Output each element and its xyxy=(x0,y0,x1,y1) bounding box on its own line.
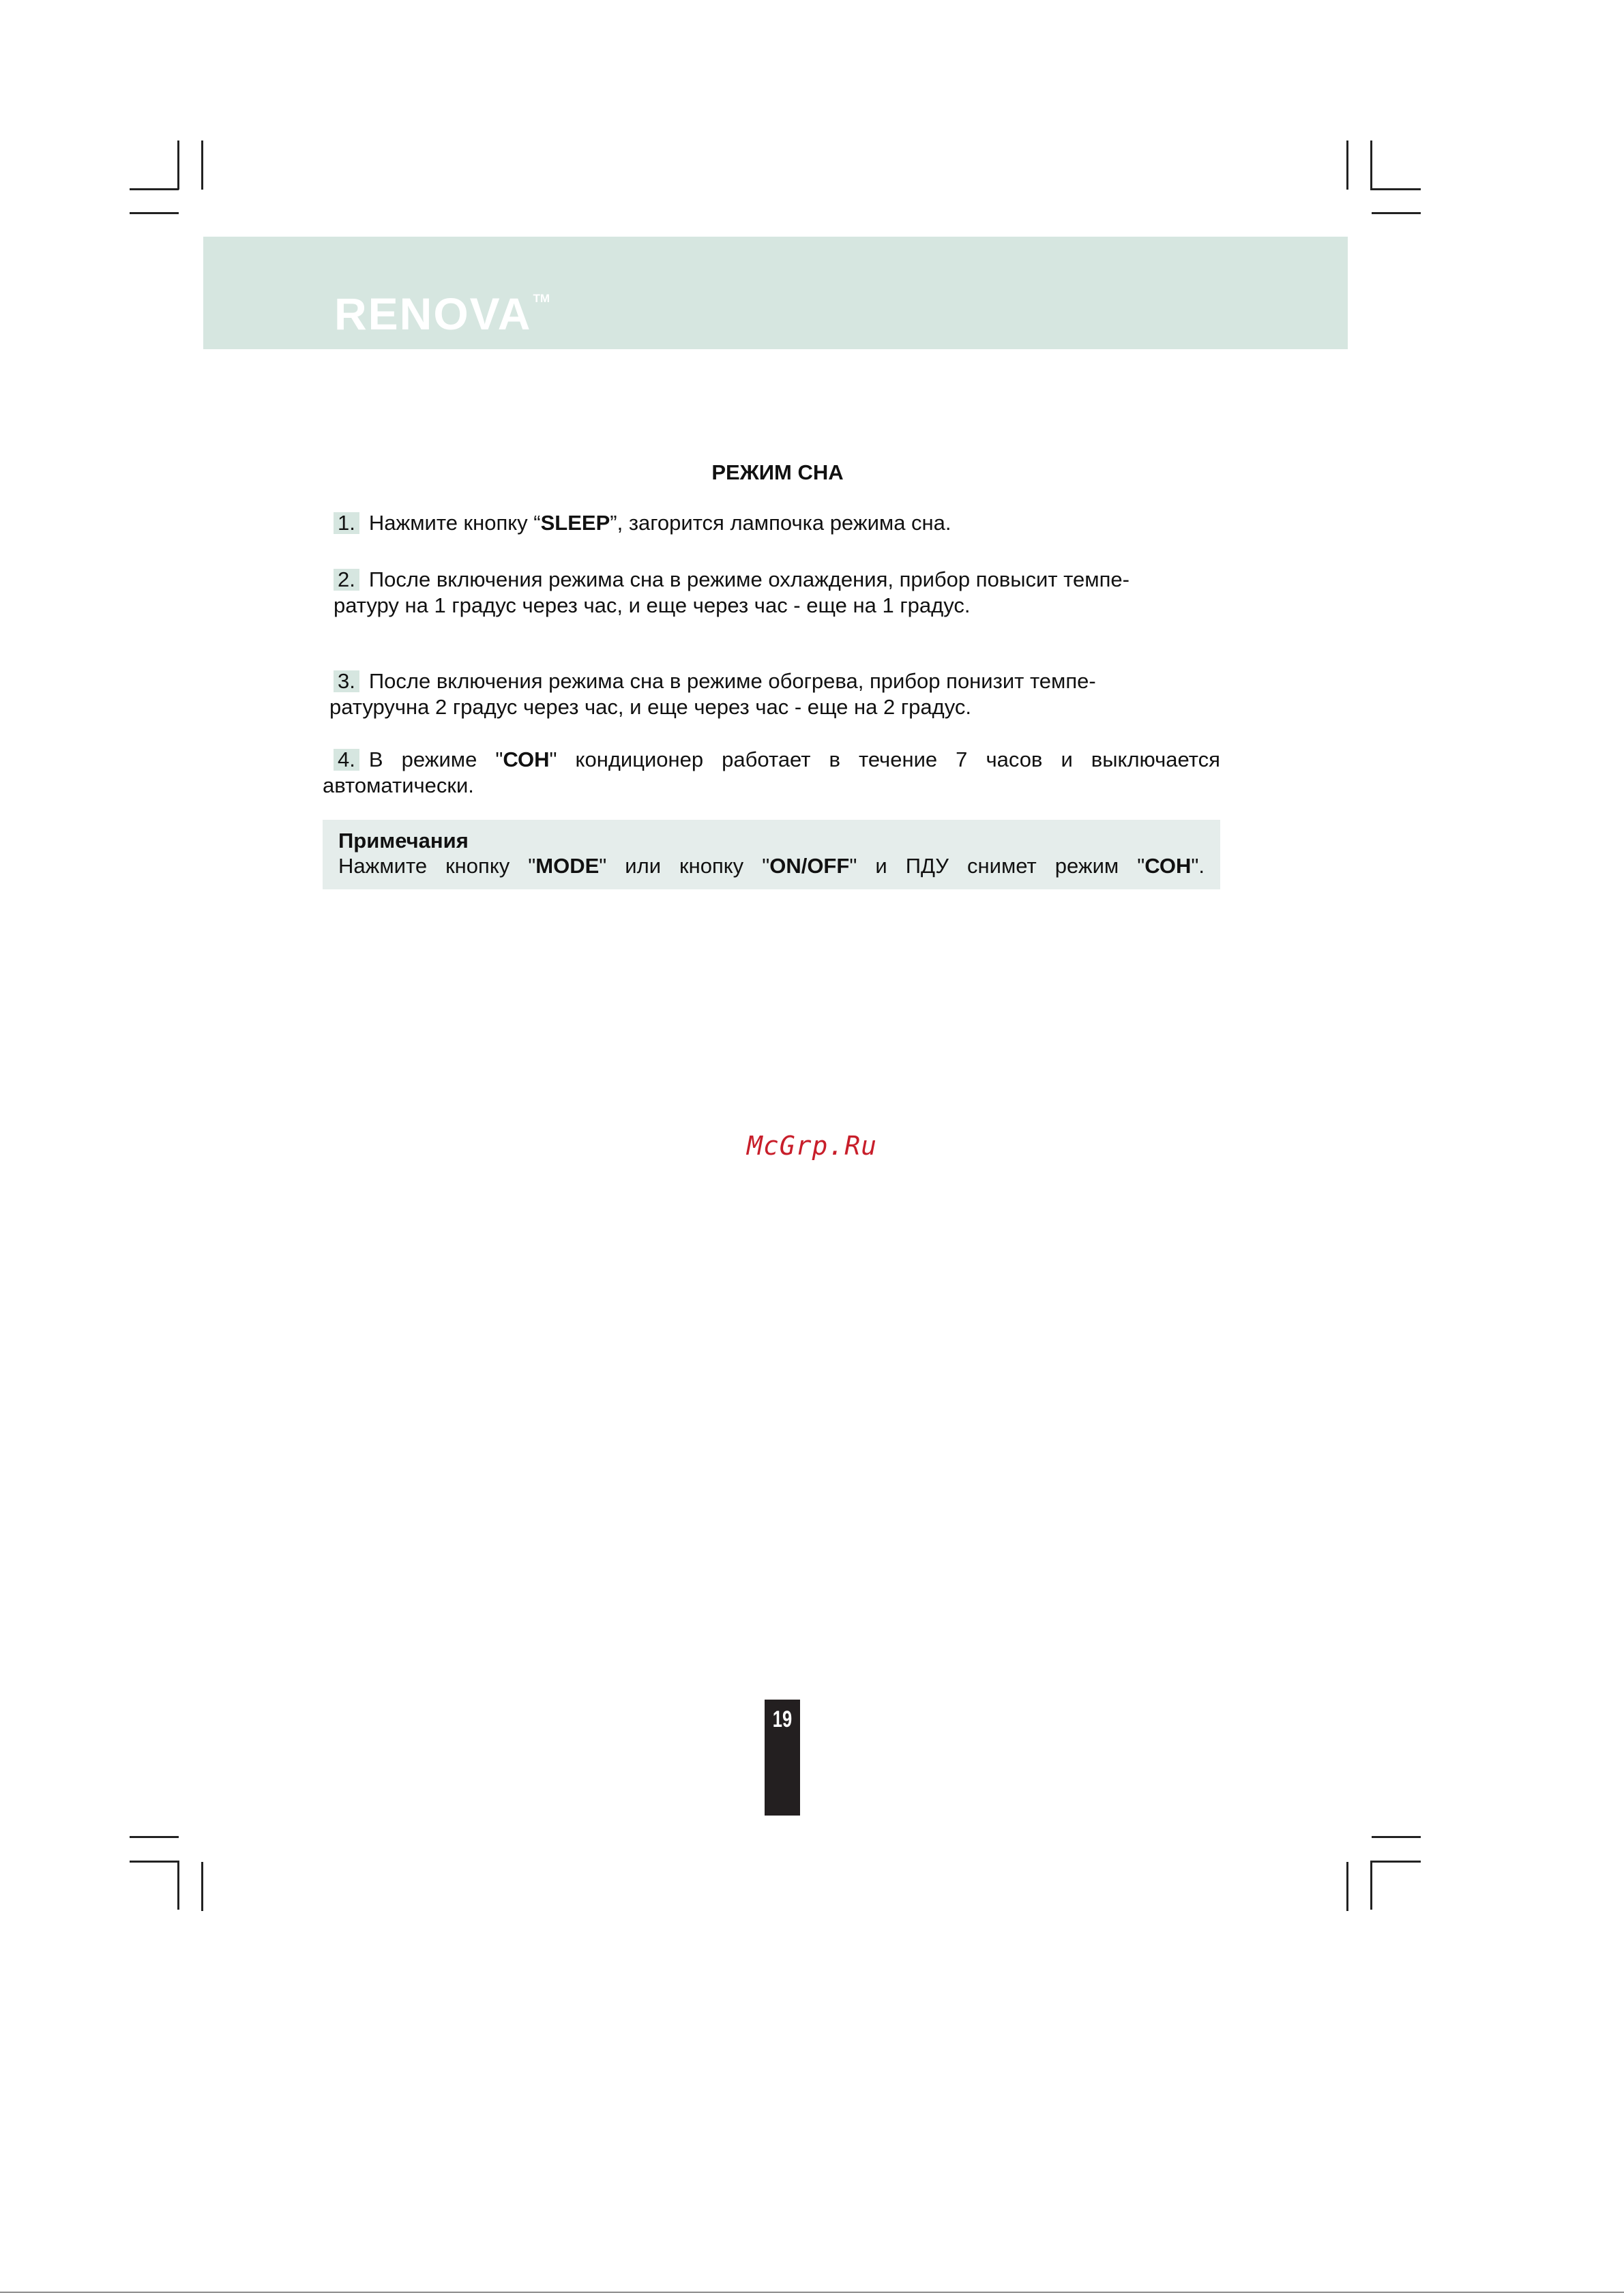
word: снимет xyxy=(967,854,1037,878)
notes-text xyxy=(338,853,1205,879)
list-item-3 xyxy=(329,668,1096,720)
item-text-pre: Нажмите кнопку “ xyxy=(368,511,541,535)
word: работает xyxy=(722,747,811,771)
word: В xyxy=(368,747,383,771)
item-number: 4. xyxy=(334,749,359,771)
item-text-post: ”, загорится лампочка режима сна. xyxy=(610,511,951,535)
crop-mark xyxy=(130,1861,179,1863)
word: 7 xyxy=(956,747,968,771)
crop-mark xyxy=(1370,140,1372,190)
item-number: 3. xyxy=(334,670,359,692)
onoff-button-label: ON/OFF xyxy=(769,854,850,878)
word: течение xyxy=(859,747,938,771)
word: или xyxy=(625,854,662,878)
word: кнопку xyxy=(445,854,510,878)
renova-logo xyxy=(334,288,550,339)
notes-title: Примечания xyxy=(338,829,469,853)
list-item-2 xyxy=(334,567,1130,619)
item-number: 2. xyxy=(334,569,359,591)
page-bottom-edge xyxy=(0,2292,1624,2293)
page-number-tab xyxy=(765,1700,800,1816)
crop-mark xyxy=(1370,188,1421,190)
quote: " xyxy=(549,747,557,771)
quote: " xyxy=(528,854,536,878)
logo-trademark: TM xyxy=(533,292,550,305)
watermark-link[interactable]: McGrp.Ru xyxy=(747,1131,878,1161)
word: выключается xyxy=(1091,747,1220,771)
crop-mark xyxy=(1370,1861,1421,1863)
word: в xyxy=(829,747,840,771)
quote: " xyxy=(762,854,770,878)
word: ПДУ xyxy=(905,854,949,878)
word: кнопку xyxy=(679,854,744,878)
list-item-1 xyxy=(334,510,951,536)
word: режим xyxy=(1054,854,1119,878)
item-line-2: ратуручна 2 градус через час, и еще через час - еще на 2 градус. xyxy=(329,695,972,719)
page-number: 19 xyxy=(772,1706,793,1732)
son-mode-label: СОН xyxy=(1145,854,1192,878)
quote: " xyxy=(495,747,503,771)
word: режиме xyxy=(401,747,477,771)
crop-mark xyxy=(1346,1862,1348,1911)
crop-mark xyxy=(1372,1836,1421,1838)
crop-mark xyxy=(130,188,179,190)
word: Нажмите xyxy=(338,854,428,878)
crop-mark xyxy=(177,1861,179,1910)
crop-mark xyxy=(201,140,203,190)
crop-mark xyxy=(201,1862,203,1911)
word: кондиционер xyxy=(575,747,704,771)
son-mode-label: СОН xyxy=(503,747,550,771)
crop-mark xyxy=(177,140,179,190)
item-line-1: После включения режима сна в режиме обогрева, прибор понизит темпе- xyxy=(368,669,1096,693)
notes-box xyxy=(323,820,1220,889)
item-line-2: автоматически. xyxy=(323,773,474,797)
logo-text: RENOVA xyxy=(334,288,532,339)
item-line-1: После включения режима сна в режиме охлаждения, прибор повысит темпе- xyxy=(368,567,1130,591)
item-line-1 xyxy=(323,747,1220,773)
crop-mark xyxy=(130,212,179,214)
quote: " xyxy=(849,854,857,878)
sleep-button-label: SLEEP xyxy=(540,511,610,535)
item-line-2: ратуру на 1 градус через час, и еще через час - еще на 1 градус. xyxy=(334,593,971,617)
list-item-4 xyxy=(323,747,1220,799)
section-title: РЕЖИМ СНА xyxy=(711,460,844,484)
quote: " xyxy=(1137,854,1145,878)
header-band xyxy=(203,237,1348,349)
word: и xyxy=(875,854,887,878)
item-number: 1. xyxy=(334,512,359,534)
crop-mark xyxy=(1372,212,1421,214)
mode-button-label: MODE xyxy=(535,854,600,878)
quote-period: ". xyxy=(1191,854,1205,878)
word: и xyxy=(1061,747,1073,771)
crop-mark xyxy=(1370,1861,1372,1910)
quote: " xyxy=(599,854,607,878)
crop-mark xyxy=(130,1836,179,1838)
word: часов xyxy=(986,747,1043,771)
crop-mark xyxy=(1346,140,1348,190)
